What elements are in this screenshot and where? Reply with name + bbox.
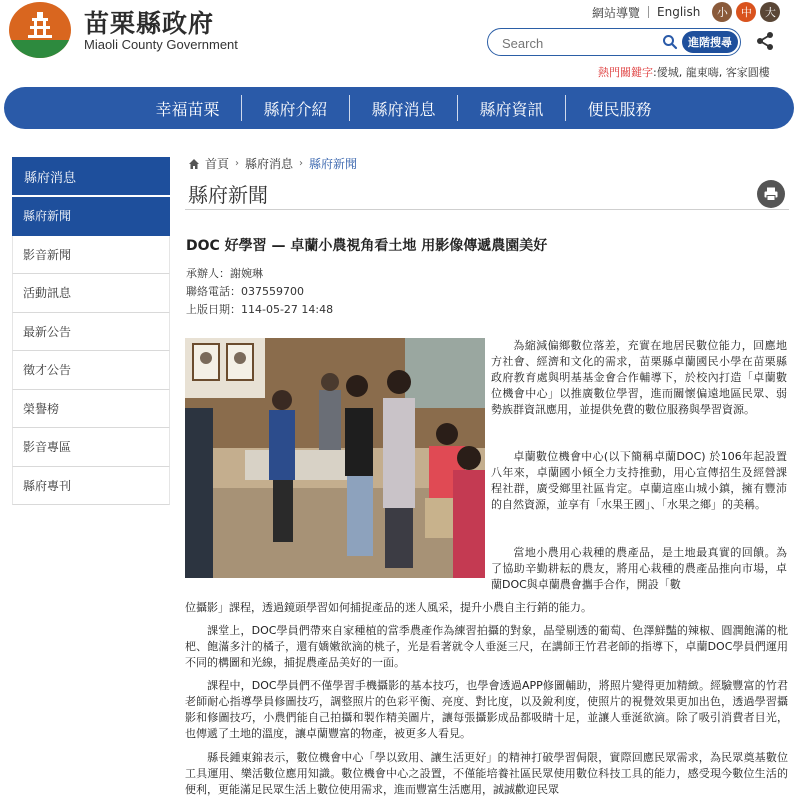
sidebar-item-publications[interactable]: 縣府專刊 bbox=[12, 467, 170, 506]
paragraph-text: 位攝影」課程，透過鏡頭學習如何捕捉產品的迷人風采，提升小農自主行銷的能力。 bbox=[185, 601, 592, 614]
search-box bbox=[487, 28, 741, 56]
article-photo[interactable] bbox=[185, 338, 485, 578]
classroom-photo-illustration bbox=[185, 338, 485, 578]
top-links-divider bbox=[648, 6, 649, 18]
nav-item-government-info[interactable]: 縣府資訊 bbox=[479, 99, 544, 119]
hot-keywords-list[interactable]: :僾城, 龍東嗨, 客家圓樓 bbox=[653, 66, 770, 79]
paragraph-text: 課程中，DOC學員們不僅學習手機攝影的基本技巧，也學會透過APP修圖輔助，將照片變得更加精緻。經驗豐富的竹君老師耐心指導學員修圖技巧，調整照片的色彩平衡、亮度、對比度，以及銳利度，使照片的視覺效果更加出色，透過學習攝影和修圖技巧，小農們能自己拍攝和製作精美圖片，讓每張攝影成品都吸睛十足，並讓人垂涎欲滴。除了吸引消費者目光，也傳遞了土地的溫度，讓卓蘭豐富的物產，被更多人看見。 bbox=[185, 679, 788, 740]
hot-keywords-label: 熱門關鍵字 bbox=[598, 66, 653, 79]
sidebar-item-announcements[interactable]: 最新公告 bbox=[12, 313, 170, 352]
paragraph-text: 課堂上，DOC學員們帶來自家種植的當季農產作為練習拍攝的對象，晶瑩剔透的葡萄、色澤鮮豔的辣椒、圓潤飽滿的枇杷、飽滿多汁的橘子，還有嬌嫩欲滴的桃子，光是看著就令人垂涎三尺，在講師王竹君老師的指導下，卓蘭DOC學員們運用不同的構圖和光線，捕捉農產品美好的一面。 bbox=[185, 624, 788, 669]
page-title: 縣府新聞 bbox=[188, 183, 268, 207]
paragraph-text: 卓蘭數位機會中心(以下簡稱卓蘭DOC) 於106年起設置八年來，卓蘭國小傾全力支持推動，用心宣傳招生及經營課程社群，廣受鄉里社區肯定。卓蘭這座山城小鎮，擁有豐沛的自然資源，並享有「水果王國」、「水果之鄉」的美稱。 bbox=[491, 450, 787, 511]
font-size-large-button[interactable]: 大 bbox=[760, 2, 780, 22]
article-phone: 聯絡電話：037559700 bbox=[186, 285, 304, 298]
sidebar-item-county-news[interactable]: 縣府新聞 bbox=[12, 197, 170, 236]
article-update-date: 上版日期：114-05-27 14:48 bbox=[186, 303, 334, 316]
article-paragraph bbox=[491, 338, 787, 418]
breadcrumb-level1[interactable]: 縣府消息 bbox=[245, 157, 294, 171]
sidebar-item-events[interactable]: 活動訊息 bbox=[12, 274, 170, 313]
sidebar bbox=[12, 157, 170, 505]
article-title: DOC 好學習 — 卓蘭小農視角看土地 用影像傳遞農園美好 bbox=[186, 238, 548, 254]
font-size-medium-button[interactable]: 中 bbox=[736, 2, 756, 22]
county-logo[interactable] bbox=[9, 2, 71, 58]
breadcrumb-current[interactable]: 縣府新聞 bbox=[309, 157, 358, 171]
search-input[interactable] bbox=[502, 34, 652, 52]
article-paragraph bbox=[491, 545, 787, 593]
nav-item-happy-miaoli[interactable]: 幸福苗栗 bbox=[155, 99, 220, 119]
breadcrumb-home[interactable]: 首頁 bbox=[205, 157, 230, 171]
org-name[interactable]: 苗栗縣政府 bbox=[84, 9, 215, 38]
article-paragraph bbox=[185, 623, 788, 671]
hot-keywords bbox=[598, 64, 770, 80]
top-links bbox=[592, 2, 780, 22]
nav-item-public-services[interactable]: 便民服務 bbox=[587, 99, 652, 119]
paragraph-text: 縣長鍾東錦表示，數位機會中心「學以致用、讓生活更好」的精神打破學習侷限，實際回應民眾需求，為民眾奠基數位工具運用、樂活數位應用知識。數位機會中心之設置，不僅能培養社區民眾使用數位科技工具的能力，感受現今數位生活的便利，更能滿足民眾生活上數位使用需求，進而豐富生活應用，誠誠歡迎民眾 bbox=[185, 751, 788, 796]
sidebar-item-video-news[interactable]: 影音新聞 bbox=[12, 236, 170, 275]
sidebar-item-honor-roll[interactable]: 榮譽榜 bbox=[12, 390, 170, 429]
article-contact: 承辦人：謝婉琳 bbox=[186, 267, 263, 280]
search-icon[interactable] bbox=[662, 34, 678, 50]
article-paragraph bbox=[491, 449, 787, 513]
breadcrumb bbox=[188, 155, 357, 172]
article-paragraph bbox=[185, 750, 788, 798]
paragraph-text: 當地小農用心栽種的農產品，是土地最真實的回饋。為了協助辛勤耕耘的農友，將用心栽種的農產品推向市場，卓蘭DOC與卓蘭農會攜手合作，開設「數 bbox=[491, 546, 787, 591]
home-icon bbox=[188, 158, 200, 170]
org-name-en: Miaoli County Government bbox=[84, 37, 238, 52]
advanced-search-button[interactable]: 進階搜尋 bbox=[682, 31, 738, 53]
main-nav bbox=[4, 87, 794, 129]
title-divider bbox=[185, 209, 789, 210]
english-link[interactable]: English bbox=[657, 5, 701, 19]
paragraph-text: 為縮減偏鄉數位落差，充實在地居民數位能力，回應地方社會、經濟和文化的需求，苗栗縣卓蘭國民小學在苗栗縣政府教育處與明基基金會合作輔導下，於校內打造「卓蘭數位機會中心」以推廣數位學習，進而關懷偏遠地區民眾、弱勢族群資訊應用，並提供免費的數位服務與學習資源。 bbox=[491, 339, 787, 416]
article-paragraph bbox=[185, 600, 788, 616]
logo-tower-icon bbox=[27, 10, 53, 40]
print-button[interactable] bbox=[757, 180, 785, 208]
share-icon[interactable] bbox=[755, 31, 775, 51]
nav-item-government-intro[interactable]: 縣府介紹 bbox=[263, 99, 328, 119]
sitemap-link[interactable]: 網站導覽 bbox=[592, 5, 641, 20]
nav-item-government-news[interactable]: 縣府消息 bbox=[371, 99, 436, 119]
font-size-small-button[interactable]: 小 bbox=[712, 2, 732, 22]
logo-field-band bbox=[9, 40, 71, 58]
sidebar-item-video-zone[interactable]: 影音專區 bbox=[12, 428, 170, 467]
article-paragraph bbox=[185, 678, 788, 742]
breadcrumb-arrow-icon: › bbox=[235, 158, 240, 169]
sidebar-heading[interactable]: 縣府消息 bbox=[12, 157, 170, 197]
sidebar-item-recruitment[interactable]: 徵才公告 bbox=[12, 351, 170, 390]
print-icon bbox=[763, 186, 779, 202]
breadcrumb-arrow-icon: › bbox=[299, 158, 304, 169]
